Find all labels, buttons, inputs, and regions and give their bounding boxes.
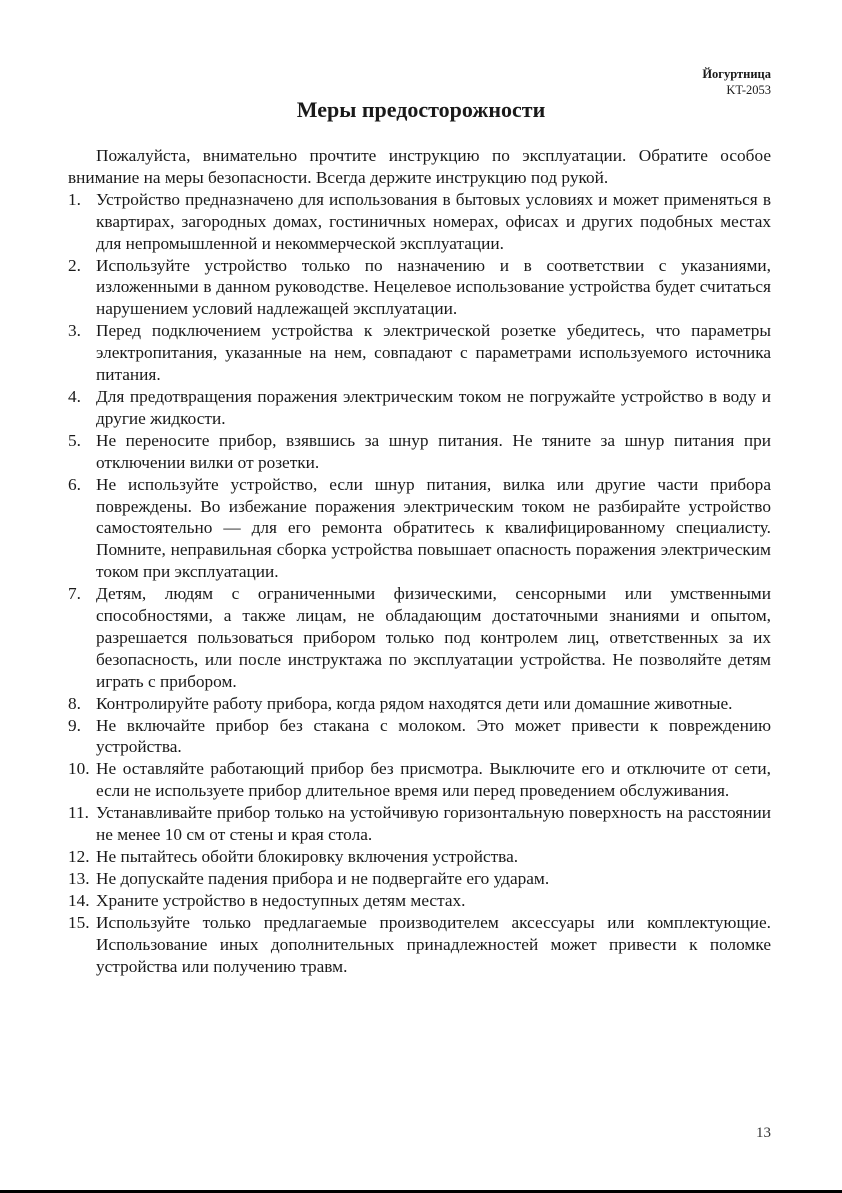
list-item-text: Не пытайтесь обойти блокировку включения устройства. — [96, 847, 519, 866]
list-item-number: 3. — [68, 321, 81, 341]
running-header — [702, 66, 771, 98]
header-model-number: KT-2053 — [726, 83, 771, 97]
list-item — [68, 320, 771, 386]
list-item — [68, 474, 771, 584]
list-item-number: 13. — [68, 868, 90, 888]
list-item-number: 4. — [68, 386, 81, 406]
list-item-text: Детям, людям с ограниченными физическими, сенсорными или умственными способностями, а также лицам, не обладающим достаточными знаниями и опытом, разрешается пользоваться прибором только под контролем лиц, ответственных за их безопасность, или после инструктажа по эксплуатации устройства. Не позволяйте детям играть с прибором. — [96, 584, 771, 691]
page-title: Меры предосторожности — [296, 97, 546, 122]
list-item — [68, 430, 771, 474]
list-item-text: Храните устройство в недоступных детям местах. — [96, 890, 466, 910]
list-item-number: 12. — [68, 847, 90, 866]
list-item-number: 15. — [68, 912, 90, 932]
list-item-text: Перед подключением устройства к электрической розетке убедитесь, что параметры электропитания, указанные на нем, совпадают с параметрами используемого источника питания. — [96, 321, 771, 385]
page-number: 13 — [756, 1125, 771, 1141]
header-product-name: Йогуртница — [702, 67, 771, 81]
list-item — [68, 386, 771, 430]
list-item-number: 6. — [68, 474, 81, 494]
list-item-text: Не используйте устройство, если шнур питания, вилка или другие части прибора повреждены. Во избежание поражения электрическим током не разбирайте устройство самостоятельно — для его ремонта обратитесь к квалифицированному специалисту. Помните, неправильная сборка устройства повышает опасность поражения электрическим током при эксплуатации. — [96, 474, 771, 582]
list-item — [68, 189, 771, 255]
list-item-text: Используйте устройство только по назначению и в соответствии с указаниями, изложенными в данном руководстве. Нецелевое использование устройства будет считаться нарушением условий надлежащей эксплуатации. — [96, 255, 771, 319]
list-item-text: Устанавливайте прибор только на устойчивую горизонтальную поверхность на расстоянии не менее 10 см от стены и края стола. — [96, 803, 771, 845]
list-item — [68, 846, 771, 868]
list-item — [68, 758, 771, 802]
list-item-number: 9. — [68, 715, 81, 735]
intro-paragraph: Пожалуйста, внимательно прочтите инструкцию по эксплуатации. Обратите особое внимание на меры безопасности. Всегда держите инструкцию под рукой. — [68, 146, 771, 187]
document-body — [68, 145, 771, 977]
list-item — [68, 802, 771, 846]
list-item-text: Не допускайте падения прибора и не подвергайте его ударам. — [96, 868, 550, 888]
list-item-text: Не оставляйте работающий прибор без присмотра. Выключите его и отключите от сети, если не используете прибор длительное время или перед проведением обслуживания. — [96, 759, 771, 801]
list-item-number: 7. — [68, 584, 81, 604]
precautions-list — [68, 189, 771, 978]
list-item — [68, 912, 771, 978]
list-item-text: Не переносите прибор, взявшись за шнур питания. Не тяните за шнур питания при отключении вилки от розетки. — [96, 430, 771, 472]
list-item — [68, 890, 771, 912]
list-item-text: Для предотвращения поражения электрическим током не погружайте устройство в воду и другие жидкости. — [96, 386, 771, 428]
list-item-number: 2. — [68, 255, 81, 275]
list-item — [68, 583, 771, 693]
list-item — [68, 693, 771, 715]
list-item-number: 1. — [68, 189, 81, 209]
list-item-number: 10. — [68, 759, 90, 779]
list-item — [68, 868, 771, 890]
list-item-text: Устройство предназначено для использования в бытовых условиях и может применяться в квартирах, загородных домах, гостиничных номерах, офисах и других подобных местах для непромышленной и некоммерческой эксплуатации. — [96, 189, 771, 253]
list-item — [68, 255, 771, 321]
list-item-number: 14. — [68, 890, 90, 910]
list-item-number: 11. — [68, 803, 89, 823]
list-item-number: 8. — [68, 693, 81, 713]
list-item-text: Контролируйте работу прибора, когда рядом находятся дети или домашние животные. — [96, 693, 733, 713]
list-item-text: Не включайте прибор без стакана с молоком. Это может привести к повреждению устройства. — [96, 715, 771, 757]
list-item-text: Используйте только предлагаемые производителем аксессуары или комплектующие. Использование иных дополнительных принадлежностей может привести к поломке устройства или получению травм. — [96, 912, 771, 976]
list-item-number: 5. — [68, 430, 81, 450]
list-item — [68, 715, 771, 759]
